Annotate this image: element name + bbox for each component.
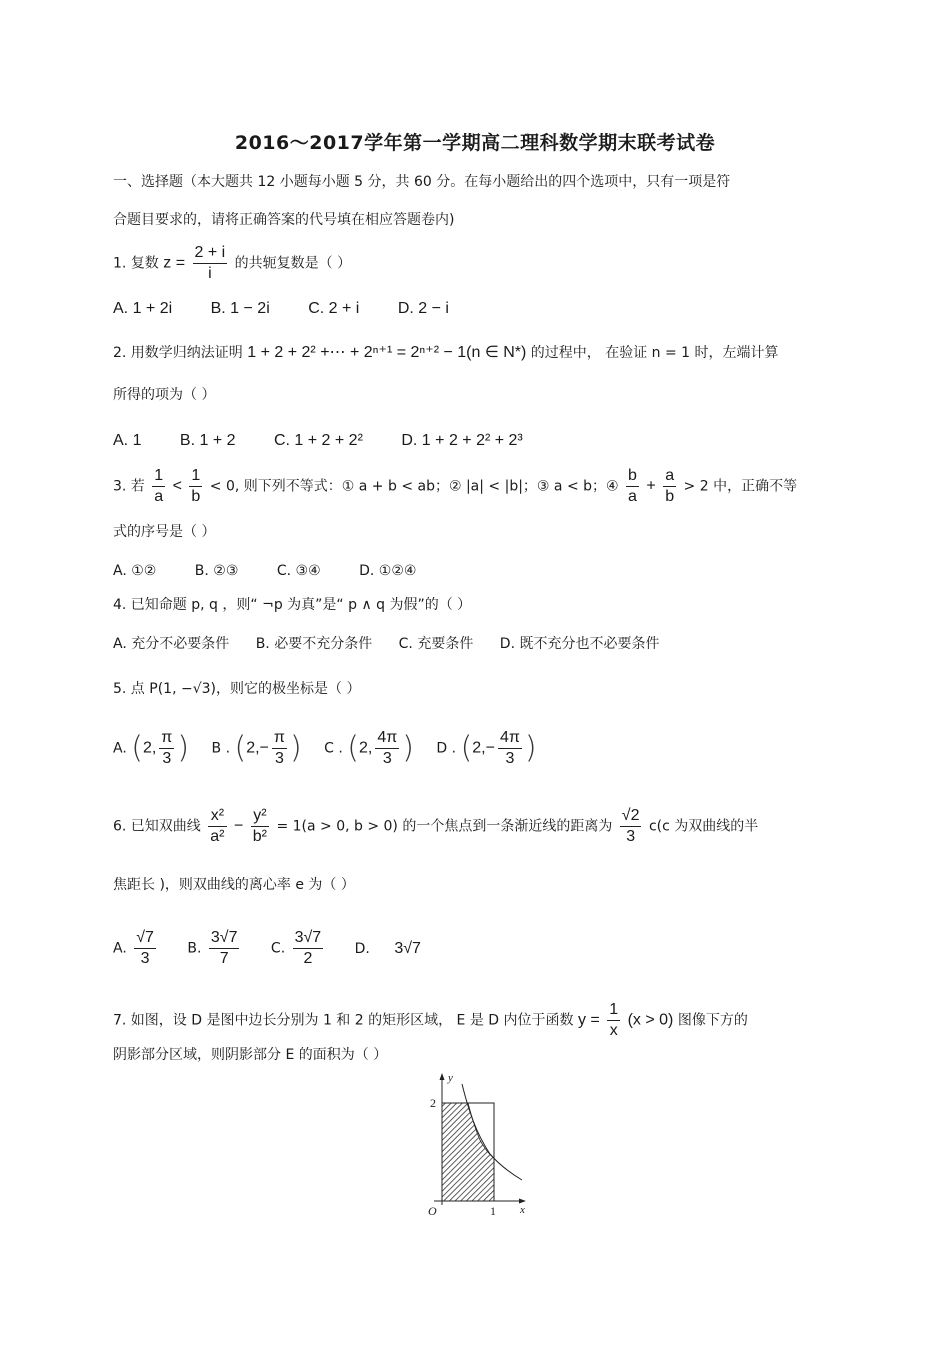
q3-option-b[interactable]: B. ②③ bbox=[194, 563, 239, 579]
question-4: 4. 已知命题 p, q ，则“ ¬p 为真”是“ p ∧ q 为假”的（ ） bbox=[113, 597, 472, 613]
exam-title: 2016～2017学年第一学期高二理科数学期末联考试卷 bbox=[234, 132, 716, 154]
question-7-line2: 阴影部分区域，则阴影部分 E 的面积为（ ） bbox=[113, 1047, 388, 1063]
q5-option-a[interactable]: A. (2, $\frac{\pi}{3}$ ) bbox=[113, 729, 190, 767]
question-3-line2: 式的序号是（ ） bbox=[113, 524, 216, 540]
section-instructions-line2: 合题目要求的，请将正确答案的代号填在相应答题卷内) bbox=[113, 212, 455, 228]
q6-option-a[interactable]: A. $\frac{√7}{3}$ bbox=[113, 929, 154, 967]
question-3-options bbox=[113, 560, 833, 582]
q3-option-a[interactable]: A. ①② bbox=[113, 563, 157, 579]
q6-option-d[interactable]: D. 3√7 bbox=[354, 939, 421, 957]
q1-fraction: $\frac{2 + i}{i}$ bbox=[194, 244, 226, 282]
question-5: 5. 点 P(1, −√3)，则它的极坐标是（ ） bbox=[113, 681, 361, 697]
x-axis-arrow bbox=[519, 1199, 526, 1204]
q5-option-c[interactable]: C . (2, $\frac{4\pi}{3}$ ) bbox=[324, 729, 414, 767]
question-1-options bbox=[113, 298, 833, 320]
question-5-options bbox=[113, 728, 833, 769]
question-6: 6. 已知双曲线 $\frac{\text{x²}}{\text{a²}}$ − $\frac{\text{y²}}{\text{b²}}$ = 1(a > 0, b > 0) 的一个焦点到一条渐近线的距离为 $\frac{√2}{3}$ c(c 为双曲线的半 bbox=[113, 807, 759, 845]
origin-label: O bbox=[428, 1204, 437, 1218]
q2-option-d[interactable]: D. 1 + 2 + 2² + 2³ bbox=[401, 432, 523, 449]
q6-option-c[interactable]: C. $\frac{3√7}{2}$ bbox=[270, 929, 322, 967]
y-label: y bbox=[448, 1072, 453, 1084]
q3-option-c[interactable]: C. ③④ bbox=[276, 563, 321, 579]
tick-x-1: 1 bbox=[490, 1204, 496, 1218]
question-4-options bbox=[113, 633, 833, 655]
q2-option-a[interactable]: A. 1 bbox=[113, 432, 142, 449]
question-2: 2. 用数学归纳法证明 1 + 2 + 2² +⋯ + 2ⁿ⁺¹ = 2ⁿ⁺² − 1(n ∈ N*) 的过程中， 在验证 n = 1 时，左端计算 bbox=[113, 344, 779, 361]
q1-option-d[interactable]: D. 2 − i bbox=[397, 300, 449, 317]
q2-option-b[interactable]: B. 1 + 2 bbox=[179, 432, 236, 449]
q4-option-d[interactable]: D. 既不充分也不必要条件 bbox=[499, 636, 660, 652]
x-label: x bbox=[520, 1204, 525, 1216]
q4-option-a[interactable]: A. 充分不必要条件 bbox=[113, 636, 230, 652]
area-figure bbox=[410, 1070, 540, 1230]
question-1: 1. 复数 z = $\frac{2 + i}{i}$ 的共轭复数是（ ） bbox=[113, 244, 352, 282]
question-2-options bbox=[113, 430, 833, 452]
question-6-line2: 焦距长 )，则双曲线的离心率 e 为（ ） bbox=[113, 877, 355, 893]
q4-option-b[interactable]: B. 必要不充分条件 bbox=[255, 636, 373, 652]
q1-option-c[interactable]: C. 2 + i bbox=[308, 300, 360, 317]
q2-option-c[interactable]: C. 1 + 2 + 2² bbox=[273, 432, 363, 449]
shaded-region bbox=[442, 1103, 494, 1201]
q5-option-d[interactable]: D . (2,− $\frac{4\pi}{3}$ ) bbox=[436, 729, 537, 767]
q4-option-c[interactable]: C. 充要条件 bbox=[398, 636, 474, 652]
q1-option-b[interactable]: B. 1 − 2i bbox=[210, 300, 270, 317]
tick-y-2: 2 bbox=[430, 1096, 436, 1110]
q1-option-a[interactable]: A. 1 + 2i bbox=[113, 300, 173, 317]
question-6-options bbox=[113, 928, 833, 969]
section-instructions-line1: 一、选择题（本大题共 12 小题每小题 5 分，共 60 分。在每小题给出的四个选项中，只有一项是符 bbox=[113, 174, 731, 190]
q5-option-b[interactable]: B . (2,− $\frac{\pi}{3}$ ) bbox=[211, 729, 302, 767]
q3-option-d[interactable]: D. ①②④ bbox=[359, 563, 417, 579]
question-3: 3. 若 $\frac{1}{a}$ < $\frac{1}{b}$ < 0, 则下列不等式：① a + b < ab；② |a| < |b|；③ a < b；④ $\frac{b}{a}$ + $\frac{a}{b}$ > 2 中，正确不等 bbox=[113, 467, 798, 505]
q6-option-b[interactable]: B. $\frac{3√7}{7}$ bbox=[187, 929, 238, 967]
y-axis-arrow bbox=[440, 1073, 445, 1080]
question-7: 7. 如图，设 D 是图中边长分别为 1 和 2 的矩形区域， E 是 D 内位于函数 y = $\frac{1}{x}$ (x > 0) 图像下方的 bbox=[113, 1001, 748, 1039]
question-2-line2: 所得的项为（ ） bbox=[113, 387, 216, 403]
